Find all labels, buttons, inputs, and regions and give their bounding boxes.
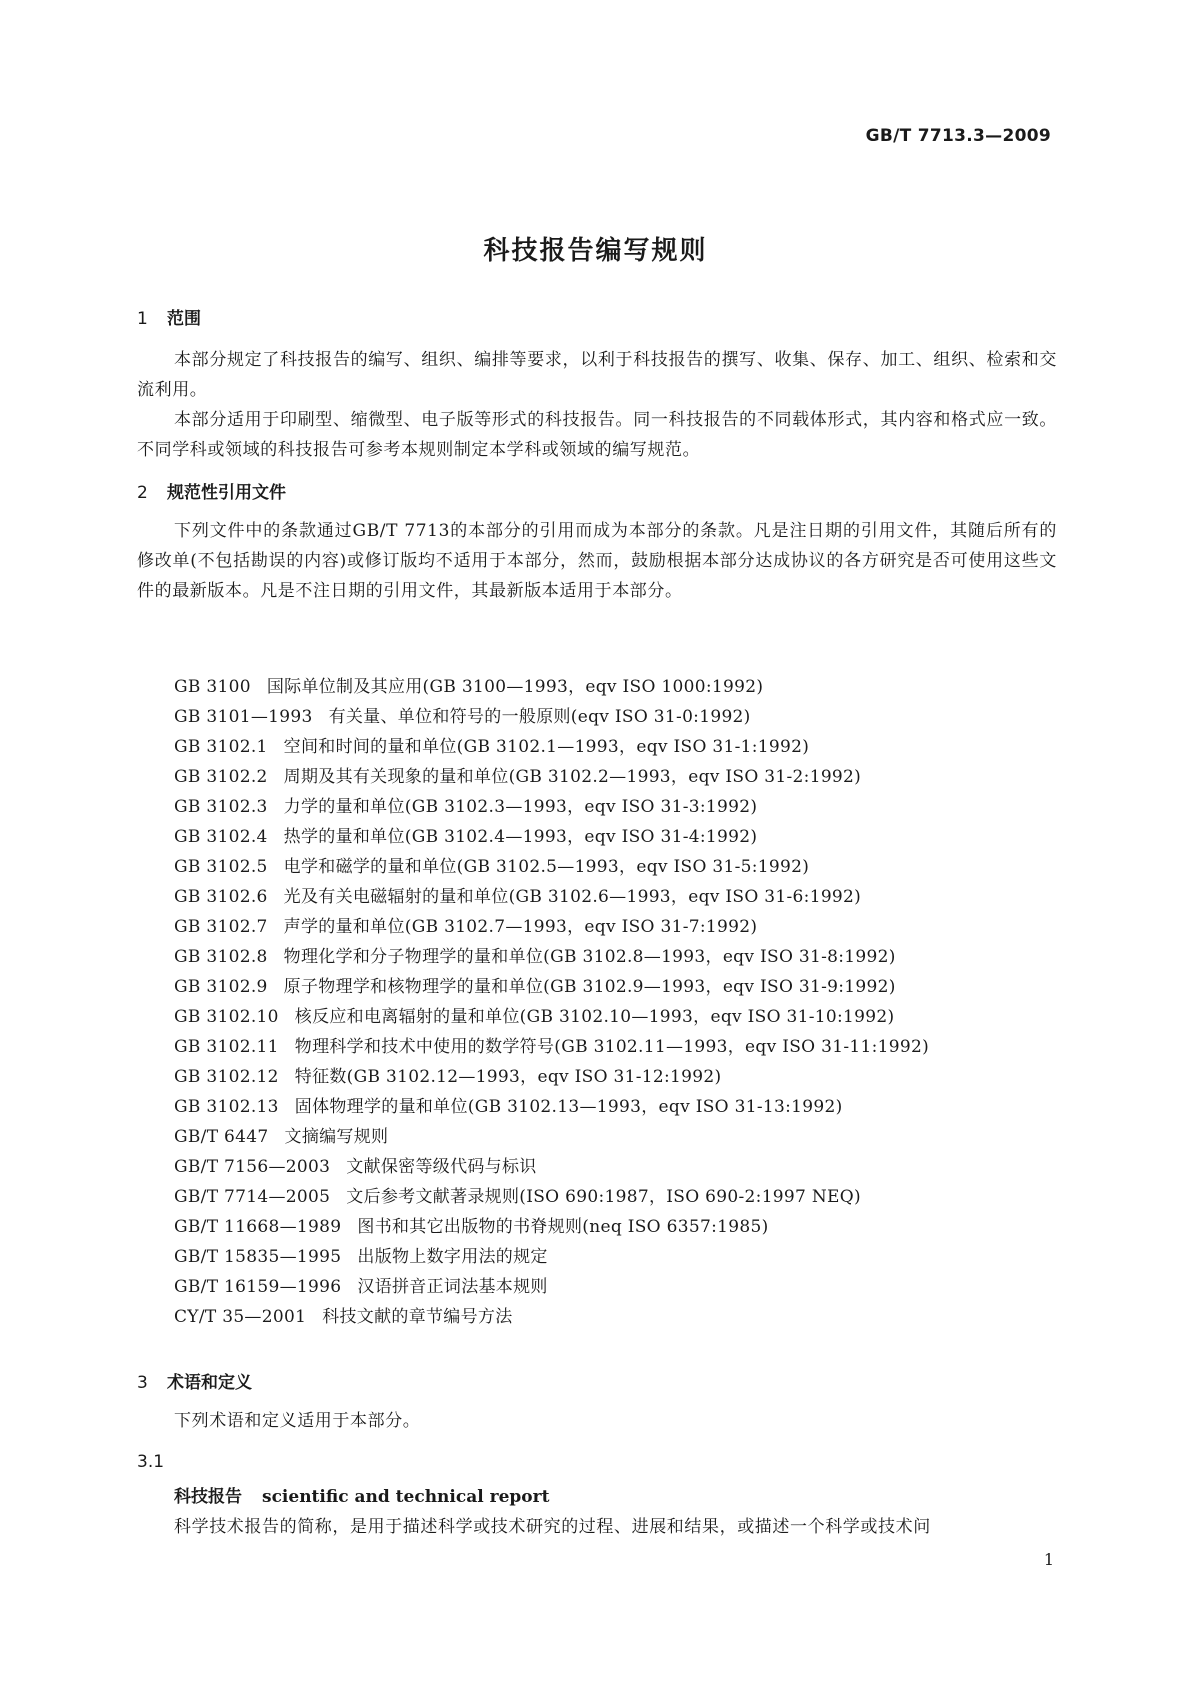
- reference-code: GB 3102.4: [174, 827, 268, 847]
- reference-item: [174, 1092, 929, 1122]
- reference-code: GB/T 16159—1996: [174, 1277, 342, 1297]
- reference-code: GB/T 15835—1995: [174, 1247, 342, 1267]
- reference-item: [174, 1242, 929, 1272]
- paragraph: 下列术语和定义适用于本部分。: [174, 1411, 421, 1431]
- reference-item: [174, 732, 929, 762]
- reference-code: GB 3102.12: [174, 1067, 279, 1087]
- reference-item: [174, 762, 929, 792]
- document-title: 科技报告编写规则: [483, 236, 708, 266]
- reference-item: [174, 1122, 929, 1152]
- reference-item: [174, 1182, 929, 1212]
- reference-title: 电学和磁学的量和单位(GB 3102.5—1993，eqv ISO 31-5:1992): [283, 857, 810, 877]
- paragraph: 下列文件中的条款通过GB/T 7713的本部分的引用而成为本部分的条款。凡是注日期的引用文件，其随后所有的修改单(不包括勘误的内容)或修订版均不适用于本部分，然而，鼓励根据本部分达成协议的各方研究是否可使用这些文件的最新版本。凡是不注日期的引用文件，其最新版本适用于本部分。: [137, 521, 1057, 601]
- reference-item: [174, 1272, 929, 1302]
- reference-item: [174, 882, 929, 912]
- reference-code: GB 3102.13: [174, 1097, 279, 1117]
- section-title: 术语和定义: [167, 1373, 252, 1393]
- reference-code: GB 3100: [174, 677, 251, 697]
- reference-title: 国际单位制及其应用(GB 3100—1993，eqv ISO 1000:1992): [266, 677, 764, 697]
- reference-title: 空间和时间的量和单位(GB 3102.1—1993，eqv ISO 31-1:1992): [283, 737, 810, 757]
- reference-item: [174, 792, 929, 822]
- reference-title: 图书和其它出版物的书脊规则(neq ISO 6357:1985): [357, 1217, 769, 1237]
- reference-title: 文摘编写规则: [284, 1127, 389, 1147]
- reference-code: CY/T 35—2001: [174, 1307, 307, 1327]
- reference-title: 力学的量和单位(GB 3102.3—1993，eqv ISO 31-3:1992): [283, 797, 758, 817]
- reference-title: 特征数(GB 3102.12—1993，eqv ISO 31-12:1992): [294, 1067, 722, 1087]
- term-entry: [174, 1482, 549, 1507]
- page-number: 1: [1043, 1550, 1054, 1569]
- section-number: 1: [137, 309, 148, 329]
- reference-title: 核反应和电离辐射的量和单位(GB 3102.10—1993，eqv ISO 31-10:1992): [294, 1007, 895, 1027]
- reference-code: GB 3102.10: [174, 1007, 279, 1027]
- reference-title: 文献保密等级代码与标识: [346, 1157, 537, 1177]
- standard-code: GB/T 7713.3—2009: [865, 126, 1051, 146]
- section-heading-terms: [137, 1368, 252, 1393]
- reference-title: 出版物上数字用法的规定: [357, 1247, 548, 1267]
- reference-title: 热学的量和单位(GB 3102.4—1993，eqv ISO 31-4:1992): [283, 827, 758, 847]
- reference-title: 周期及其有关现象的量和单位(GB 3102.2—1993，eqv ISO 31-2:1992): [283, 767, 862, 787]
- subsection-number: 3.1: [137, 1452, 165, 1472]
- reference-code: GB 3102.6: [174, 887, 268, 907]
- reference-title: 有关量、单位和符号的一般原则(eqv ISO 31-0:1992): [328, 707, 751, 727]
- reference-item: [174, 1152, 929, 1182]
- reference-title: 声学的量和单位(GB 3102.7—1993，eqv ISO 31-7:1992): [283, 917, 758, 937]
- reference-title: 文后参考文献著录规则(ISO 690:1987，ISO 690-2:1997 NEQ): [346, 1187, 861, 1207]
- reference-code: GB 3102.2: [174, 767, 268, 787]
- term-definition: 科学技术报告的简称，是用于描述科学或技术研究的过程、进展和结果，或描述一个科学或技术问: [174, 1517, 931, 1537]
- section-number: 2: [137, 483, 148, 503]
- reference-list: [174, 672, 929, 1332]
- reference-item: [174, 1002, 929, 1032]
- reference-item: [174, 852, 929, 882]
- reference-code: GB 3101—1993: [174, 707, 313, 727]
- reference-item: [174, 1212, 929, 1242]
- section-number: 3: [137, 1373, 148, 1393]
- reference-item: [174, 672, 929, 702]
- reference-code: GB 3102.11: [174, 1037, 279, 1057]
- reference-item: [174, 942, 929, 972]
- term-chinese: 科技报告: [174, 1487, 242, 1507]
- paragraph: 本部分规定了科技报告的编写、组织、编排等要求，以利于科技报告的撰写、收集、保存、加工、组织、检索和交流利用。: [137, 350, 1057, 400]
- reference-code: GB/T 6447: [174, 1127, 269, 1147]
- reference-code: GB 3102.1: [174, 737, 268, 757]
- reference-item: [174, 1302, 929, 1332]
- reference-item: [174, 972, 929, 1002]
- reference-title: 固体物理学的量和单位(GB 3102.13—1993，eqv ISO 31-13:1992): [294, 1097, 843, 1117]
- term-english: scientific and technical report: [262, 1487, 550, 1507]
- reference-code: GB/T 7714—2005: [174, 1187, 331, 1207]
- reference-code: GB/T 11668—1989: [174, 1217, 342, 1237]
- reference-code: GB 3102.7: [174, 917, 268, 937]
- paragraph: 本部分适用于印刷型、缩微型、电子版等形式的科技报告。同一科技报告的不同载体形式，其内容和格式应一致。不同学科或领域的科技报告可参考本规则制定本学科或领域的编写规范。: [137, 410, 1057, 460]
- reference-code: GB 3102.8: [174, 947, 268, 967]
- section-title: 范围: [167, 309, 201, 329]
- reference-title: 原子物理学和核物理学的量和单位(GB 3102.9—1993，eqv ISO 31-9:1992): [283, 977, 896, 997]
- reference-title: 光及有关电磁辐射的量和单位(GB 3102.6—1993，eqv ISO 31-6:1992): [283, 887, 862, 907]
- reference-item: [174, 912, 929, 942]
- reference-title: 物理化学和分子物理学的量和单位(GB 3102.8—1993，eqv ISO 31-8:1992): [283, 947, 896, 967]
- section-title: 规范性引用文件: [167, 483, 286, 503]
- reference-item: [174, 1032, 929, 1062]
- reference-item: [174, 822, 929, 852]
- reference-code: GB 3102.3: [174, 797, 268, 817]
- reference-title: 科技文献的章节编号方法: [322, 1307, 513, 1327]
- reference-code: GB/T 7156—2003: [174, 1157, 331, 1177]
- reference-code: GB 3102.9: [174, 977, 268, 997]
- section-heading-normative-references: [137, 478, 286, 503]
- section-heading-scope: [137, 304, 201, 329]
- reference-code: GB 3102.5: [174, 857, 268, 877]
- reference-title: 物理科学和技术中使用的数学符号(GB 3102.11—1993，eqv ISO 31-11:1992): [294, 1037, 930, 1057]
- reference-item: [174, 702, 929, 732]
- reference-title: 汉语拼音正词法基本规则: [357, 1277, 548, 1297]
- reference-item: [174, 1062, 929, 1092]
